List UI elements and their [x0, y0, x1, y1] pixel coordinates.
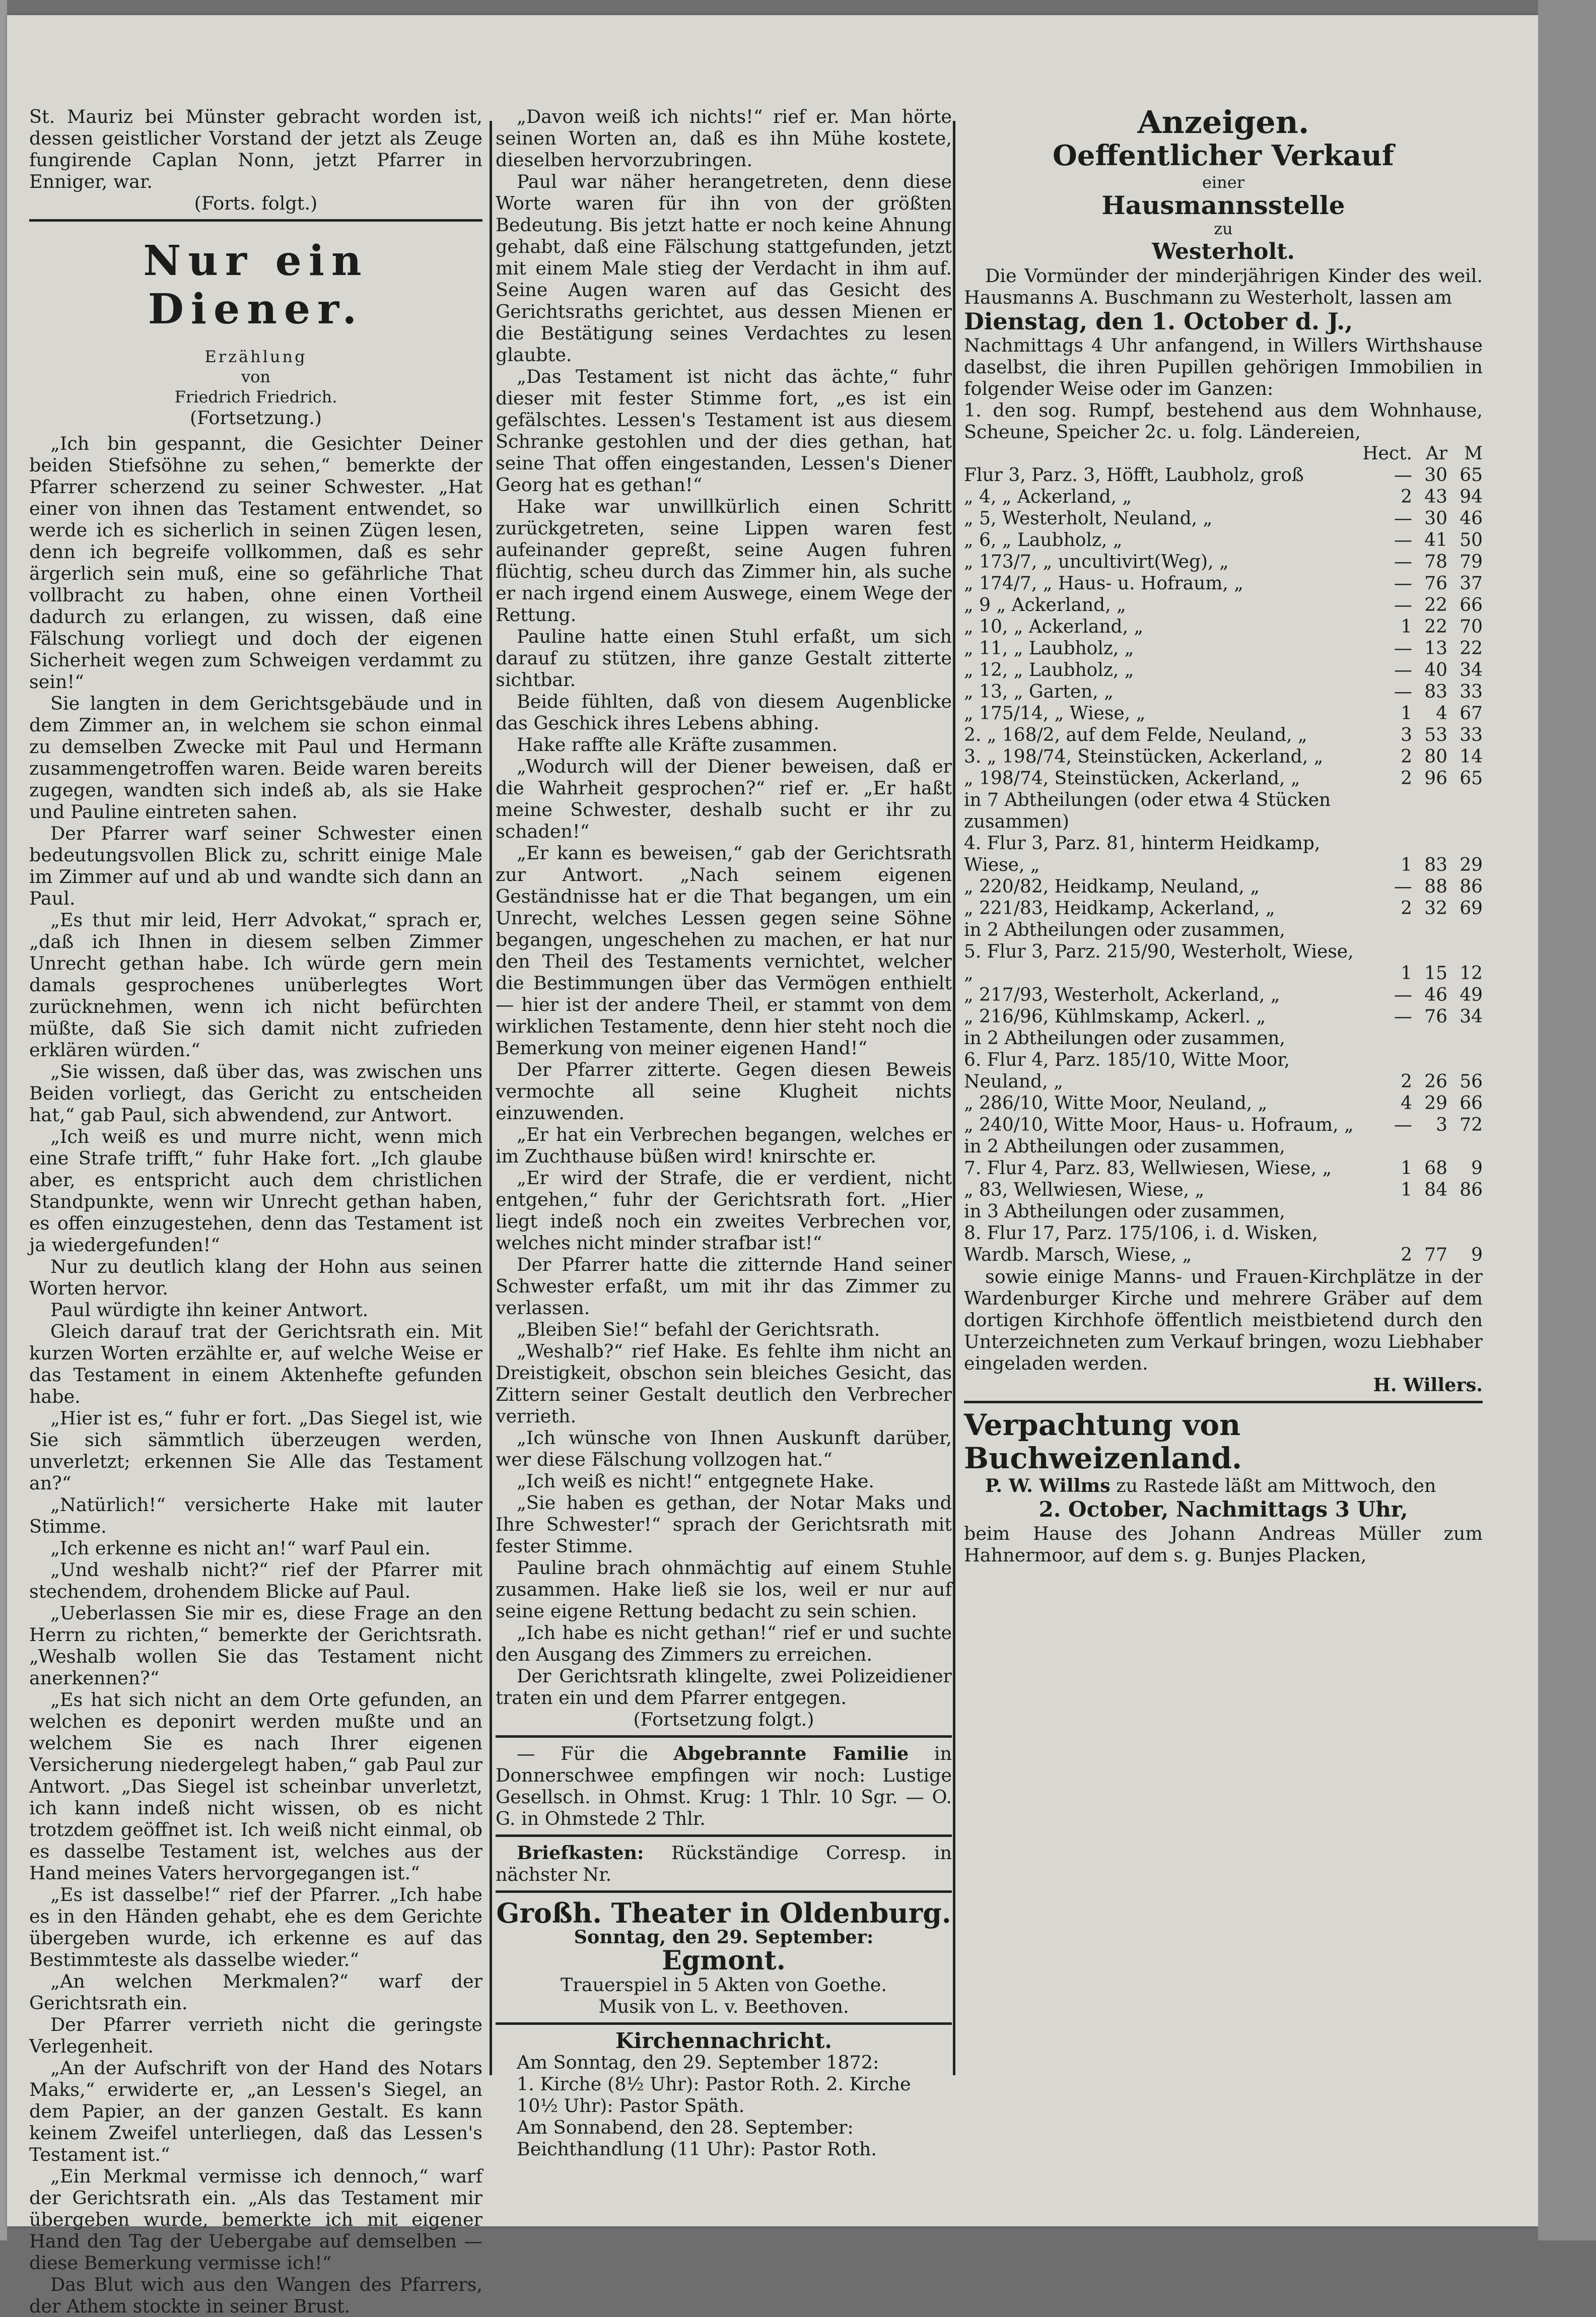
- land-cell-m: 86: [1460, 876, 1483, 897]
- pacht-date: 2. October, Nachmittags 3 Uhr,: [1038, 1497, 1408, 1522]
- divider: [29, 219, 482, 222]
- land-cell-a: 43: [1424, 487, 1447, 507]
- land-cell-desc: 6. Flur 4, Parz. 185/10, Witte Moor, Neuland, „: [964, 1050, 1290, 1092]
- paragraph: „Und weshalb nicht?“ rief der Pfarrer mit stechendem, drohendem Blicke auf Paul.: [29, 1559, 482, 1602]
- land-cell-m: [1447, 1028, 1483, 1049]
- einer: einer: [1202, 173, 1244, 192]
- theater-desc2: Musik von L. v. Beethoven.: [598, 1996, 849, 2017]
- land-cell-a: 76: [1424, 1006, 1447, 1027]
- land-cell-desc: „ 12, „ Laubholz, „: [964, 660, 1134, 680]
- land-cell-m: 14: [1460, 746, 1483, 767]
- land-cell-h: [1362, 1136, 1412, 1157]
- land-cell-desc: in 2 Abtheilungen oder zusammen,: [964, 920, 1285, 940]
- land-cell-desc: „ 9 „ Ackerland, „: [964, 595, 1126, 616]
- unit-ar: Ar: [1425, 443, 1447, 464]
- land-row: [964, 746, 1483, 768]
- land-cell-a: 96: [1424, 768, 1447, 789]
- place: Westerholt.: [1152, 239, 1295, 264]
- verkauf-sign: H. Willers.: [1373, 1374, 1483, 1396]
- notice-rest: in Donnerschwee empfingen wir noch: Lustige Gesellsch. in Ohmst. Krug: 1 Thlr. 10 Sgr. — O. G. in Ohmstede 2 Thlr.: [496, 1743, 952, 1829]
- story-von: von: [241, 367, 270, 386]
- theater-title: Großh. Theater in Oldenburg.: [496, 1897, 951, 1929]
- unit-m: M: [1464, 443, 1483, 464]
- paragraph: Das Blut wich aus den Wangen des Pfarrers, der Athem stockte in seiner Brust.: [29, 2274, 482, 2317]
- column-rule-1: [490, 121, 492, 2075]
- paragraph: Sie langten in dem Gerichtsgebäude und in dem Zimmer an, in welchem sie schon einmal zu demselben Zwecke mit Paul und Hermann zusammengetroffen waren. Beide waren bereits zugegen, wandten sich indeß ab, als sie Hake und Pauline eintreten sahen.: [29, 693, 482, 823]
- land-cell-desc: „ 13, „ Garten, „: [964, 682, 1114, 702]
- theater-desc1: Trauerspiel in 5 Akten von Goethe.: [560, 1974, 887, 1996]
- story-title: Nur ein Diener.: [143, 237, 369, 333]
- paragraph: „Sie wissen, daß über das, was zwischen uns Beiden vorliegt, das Gericht zu entscheiden hat,“ gab Paul, sich abwendend, zur Antwort.: [29, 1061, 482, 1126]
- land-cell-m: 65: [1460, 465, 1483, 486]
- land-cell-m: 86: [1460, 1180, 1483, 1200]
- land-cell-a: 53: [1424, 725, 1447, 745]
- land-cell-a: 84: [1424, 1180, 1447, 1200]
- land-row: [964, 551, 1483, 573]
- briefkasten: [496, 1842, 952, 1885]
- paragraph: „Er wird der Strafe, die er verdient, nicht entgehen,“ fuhr der Gerichtsrath fort. „Hier liegt indeß noch ein zweites Verbrechen vor, welches nicht minder strafbar ist!“: [496, 1167, 952, 1254]
- paragraph: „Er kann es beweisen,“ gab der Gerichtsrath zur Antwort. „Nach seinem eigenen Geständnisse hat er die That begangen, um ein Unrecht, welches Lessen gegen seine Söhne begangen, ungeschehen zu machen, er hat nur den Theil des Testaments vernichtet, welcher die Bestimmungen über das Vermögen enthielt — hier ist der andere Theil, er stammt von dem wirklichen Testamente, denn hier steht noch die Bemerkung von meiner eigenen Hand!“: [496, 842, 952, 1059]
- land-cell-desc: „ 216/96, Kühlmskamp, Ackerl. „: [964, 1006, 1266, 1027]
- left-strip: [0, 0, 7, 2240]
- land-cell-a: 68: [1424, 1158, 1447, 1179]
- divider: [496, 1890, 952, 1893]
- verkauf-closing: sowie einige Manns- und Frauen-Kirchplätze in der Wardenburger Kirche und mehrere Gräber auf dem dortigen Kirchhofe öffentlich meistbietend durch den Unterzeichneten zum Verkauf bringen, wozu Liebhaber eingeladen werden.: [964, 1266, 1483, 1374]
- kirche-line: Am Sonntag, den 29. September 1872:: [517, 2052, 879, 2073]
- verkauf-intro: Die Vormünder der minderjährigen Kinder des weil. Hausmanns A. Buschmann zu Westerholt, lassen am: [964, 265, 1483, 308]
- land-cell-m: 12: [1460, 963, 1483, 984]
- paragraph: „Ein Merkmal vermisse ich dennoch,“ warf der Gerichtsrath ein. „Als das Testament mir übergeben wurde, bemerkte ich mit eigener Hand den Tag der Uebergabe auf demselben — diese Bemerkung vermisse ich!“: [29, 2165, 482, 2274]
- paragraph: Pauline brach ohnmächtig auf einem Stuhle zusammen. Hake ließ sie los, weil er nur auf seine eigene Rettung bedacht zu sein schien.: [496, 1557, 952, 1622]
- paragraph: „Ich weiß es und murre nicht, wenn mich eine Strafe trifft,“ fuhr Hake fort. „Ich glaube aber, es entspricht auch dem christlichen Standpunkte, wenn wir Unrecht gethan haben, es offen einzugestehen, denn das Testament ist ja wiedergefunden!“: [29, 1126, 482, 1256]
- land-cell-desc: „ 83, Wellwiesen, Wiese, „: [964, 1180, 1205, 1200]
- paragraph: Paul war näher herangetreten, denn diese Worte waren für ihn von der größten Bedeutung. Bis jetzt hatte er noch keine Ahnung gehabt, daß eine Fälschung stattgefunden, jetzt mit einem Male stieg der Verdacht in ihm auf. Seine Augen waren auf das Gesicht des Gerichtsraths gerichtet, aus dessen Mienen er die Bestätigung seines Verdachtes zu lesen glaubte.: [496, 171, 952, 366]
- pacht-text: zu Rastede läßt am Mittwoch, den: [1116, 1475, 1436, 1496]
- land-cell-desc: „ 198/74, Steinstücken, Ackerland, „: [964, 768, 1300, 789]
- paragraph: „Das Testament ist nicht das ächte,“ fuhr dieser mit fester Stimme fort, „es ist ein gefälschtes. Lessen's Testament ist aus diesem Schranke gestohlen und der dies gethan, hat seine That offen eingestanden, Lessen's Diener Georg hat es gethan!“: [496, 366, 952, 496]
- land-cell-a: 40: [1424, 660, 1447, 680]
- paragraph: „Bleiben Sie!“ befahl der Gerichtsrath.: [517, 1319, 880, 1340]
- paragraph: „Wodurch will der Diener beweisen, daß er die Wahrheit gesprochen?“ rief er. „Er haßt meine Schwester, deshalb sucht er ihr zu schaden!“: [496, 756, 952, 842]
- land-row: [964, 1201, 1483, 1222]
- pacht-name: P. W. Willms: [985, 1475, 1111, 1496]
- paragraph: Hake war unwillkürlich einen Schritt zurückgetreten, seine Lippen waren fest aufeinander gepreßt, seine Augen fuhren flüchtig, scheu durch das Zimmer hin, als suche er nach irgend einem Auswege, einem Wege der Rettung.: [496, 496, 952, 626]
- kirche-lines: [496, 2052, 952, 2160]
- notice-bold: Abgebrannte Familie: [673, 1743, 909, 1764]
- land-cell-h: 3: [1401, 725, 1412, 745]
- land-row: [964, 594, 1483, 616]
- land-cell-h: —: [1394, 682, 1412, 702]
- land-row: [964, 1157, 1483, 1179]
- land-row: [964, 919, 1483, 941]
- column-1: [29, 106, 482, 2317]
- land-cell-m: 22: [1460, 638, 1483, 659]
- land-row: [964, 1049, 1483, 1093]
- paragraph: „Es ist dasselbe!“ rief der Pfarrer. „Ich habe es in den Händen gehabt, ehe es dem Gerichte übergeben wurde, ich erkenne es auf das Bestimmteste als dasselbe wieder.“: [29, 1884, 482, 1970]
- land-cell-h: 2: [1401, 1071, 1412, 1092]
- land-row: [964, 833, 1483, 876]
- land-cell-m: 56: [1460, 1071, 1483, 1092]
- land-cell-m: 69: [1460, 898, 1483, 919]
- land-cell-h: 2: [1401, 487, 1412, 507]
- land-cell-a: 80: [1424, 746, 1447, 767]
- land-cell-h: 1: [1401, 1180, 1412, 1200]
- land-cell-h: 1: [1401, 617, 1412, 637]
- land-cell-desc: „ 11, „ Laubholz, „: [964, 638, 1134, 659]
- pacht-line1: [964, 1475, 1483, 1496]
- land-cell-m: 50: [1460, 530, 1483, 551]
- land-cell-a: [1412, 919, 1447, 941]
- paragraph: Paul würdigte ihn keiner Antwort.: [50, 1299, 369, 1321]
- land-row: [964, 703, 1483, 724]
- land-cell-m: 66: [1460, 595, 1483, 616]
- land-cell-desc: „ 174/7, „ Haus- u. Hofraum, „: [964, 573, 1243, 594]
- paragraph: „Ich bin gespannt, die Gesichter Deiner beiden Stiefsöhne zu sehen,“ bemerkte der Pfarrer scherzend zu seiner Schwester. „Hat einer von ihnen das Testament entwendet, so werde ich es sicherlich in seinen Zügen lesen, denn ich begreife vollkommen, daß es sehr ärgerlich sein muß, eine so gefährliche That vollbracht zu haben, ohne einen Vortheil dadurch zu erlangen, zu wissen, daß eine Fälschung vorliegt und doch der eigenen Sicherheit wegen zum Schweigen verdammt zu sein!“: [29, 433, 482, 693]
- land-row: [964, 1093, 1483, 1114]
- land-cell-a: [1412, 789, 1447, 833]
- land-cell-m: 37: [1460, 573, 1483, 594]
- land-row: [964, 898, 1483, 919]
- land-cell-h: 2: [1401, 746, 1412, 767]
- kirche-line: 10½ Uhr): Pastor Späth.: [517, 2095, 745, 2117]
- land-row: [964, 681, 1483, 703]
- land-cell-desc: in 3 Abtheilungen oder zusammen,: [964, 1201, 1285, 1222]
- land-cell-a: 32: [1424, 898, 1447, 919]
- land-row: [964, 1179, 1483, 1201]
- land-cell-h: —: [1394, 530, 1412, 551]
- divider: [496, 1834, 952, 1837]
- paragraph: „Ich wünsche von Ihnen Auskunft darüber, wer diese Fälschung vollzogen hat.“: [496, 1427, 952, 1470]
- land-cell-a: 77: [1424, 1245, 1447, 1265]
- land-cell-desc: „ 217/93, Westerholt, Ackerland, „: [964, 985, 1280, 1005]
- story-author: Friedrich Friedrich.: [174, 387, 337, 406]
- land-cell-h: 1: [1401, 855, 1412, 875]
- paragraph: Der Gerichtsrath klingelte, zwei Polizeidiener traten ein und dem Pfarrer entgegen.: [496, 1665, 952, 1709]
- paragraph: Beide fühlten, daß von diesem Augenblicke das Geschick ihres Lebens abhing.: [496, 691, 952, 734]
- land-cell-m: 94: [1460, 487, 1483, 507]
- paragraph: Gleich darauf trat der Gerichtsrath ein. Mit kurzen Worten erzählte er, auf welche Weise er das Testament in einem Aktenhefte gefunden habe.: [29, 1321, 482, 1407]
- land-cell-h: —: [1394, 876, 1412, 897]
- land-cell-desc: in 2 Abtheilungen oder zusammen,: [964, 1136, 1285, 1157]
- column-3: [964, 106, 1483, 2176]
- land-cell-desc: 5. Flur 3, Parz. 215/90, Westerholt, Wiese, „: [964, 941, 1354, 984]
- paragraph: Pauline hatte einen Stuhl erfaßt, um sich darauf zu stützen, ihre ganze Gestalt zitterte sichtbar.: [496, 626, 952, 691]
- land-cell-desc: „ 221/83, Heidkamp, Ackerland, „: [964, 898, 1275, 919]
- land-cell-desc: „ 240/10, Witte Moor, Haus- u. Hofraum, „: [964, 1115, 1354, 1135]
- divider: [496, 1735, 952, 1738]
- paragraph: Hake raffte alle Kräfte zusammen.: [517, 734, 838, 756]
- land-cell-desc: in 7 Abtheilungen (oder etwa 4 Stücken zusammen): [964, 790, 1331, 832]
- paragraph: „An der Aufschrift von der Hand des Notars Maks,“ erwiderte er, „an Lessen's Siegel, an dem Papier, an der ganzen Gestalt. Es kann keinem Zweifel unterliegen, daß das Lessen's Testament ist.“: [29, 2057, 482, 2165]
- land-cell-a: 83: [1424, 682, 1447, 702]
- land-row: [964, 1114, 1483, 1136]
- land-cell-h: 1: [1401, 703, 1412, 724]
- land-cell-h: [1362, 919, 1412, 941]
- land-cell-h: —: [1394, 660, 1412, 680]
- land-cell-m: 34: [1460, 1006, 1483, 1027]
- land-cell-desc: Flur 3, Parz. 3, Höfft, Laubholz, groß: [964, 465, 1304, 486]
- land-cell-h: 2: [1401, 768, 1412, 789]
- land-cell-h: —: [1394, 638, 1412, 659]
- paragraph: „Weshalb?“ rief Hake. Es fehlte ihm nicht an Dreistigkeit, obschon sein bleiches Gesicht, das Zittern seiner Gestalt deutlich den Verbrecher verrieth.: [496, 1340, 952, 1427]
- land-cell-m: 79: [1460, 552, 1483, 572]
- paragraph: „An welchen Merkmalen?“ warf der Gerichtsrath ein.: [29, 1970, 482, 2014]
- land-table: [964, 443, 1483, 1266]
- land-cell-a: 83: [1424, 855, 1447, 875]
- land-cell-h: —: [1394, 552, 1412, 572]
- pacht-line2: beim Hause des Johann Andreas Müller zum Hahnermoor, auf dem s. g. Bunjes Placken,: [964, 1523, 1483, 1566]
- story-body: [29, 433, 482, 2317]
- land-cell-h: —: [1394, 985, 1412, 1005]
- land-cell-m: 9: [1471, 1158, 1483, 1179]
- land-cell-h: —: [1394, 1006, 1412, 1027]
- land-row: [964, 486, 1483, 508]
- kirche-line: Am Sonnabend, den 28. September:: [517, 2117, 854, 2138]
- land-cell-h: 1: [1401, 1158, 1412, 1179]
- land-cell-a: 46: [1424, 985, 1447, 1005]
- paragraph: Der Pfarrer zitterte. Gegen diesen Beweis vermochte all seine Klugheit nichts einzuwenden.: [496, 1059, 952, 1124]
- brief-rest: Rückständige Corresp. in nächster Nr.: [496, 1842, 952, 1885]
- verkauf-title: Oeffentlicher Verkauf: [1053, 139, 1394, 172]
- land-cell-m: [1447, 789, 1483, 833]
- land-cell-m: 65: [1460, 768, 1483, 789]
- land-cell-a: 22: [1424, 617, 1447, 637]
- land-cell-a: 29: [1424, 1093, 1447, 1114]
- forts-note: (Forts. folgt.): [194, 192, 318, 214]
- column-2: [496, 106, 952, 2176]
- paragraph: „Ueberlassen Sie mir es, diese Frage an den Herrn zu richten,“ bemerkte der Gerichtsrath. „Weshalb wollen Sie das Testament nicht anerkennen?“: [29, 1602, 482, 1689]
- land-cell-m: 33: [1460, 682, 1483, 702]
- land-cell-m: 49: [1460, 985, 1483, 1005]
- land-cell-m: 46: [1460, 508, 1483, 529]
- theater-date: Sonntag, den 29. September:: [574, 1926, 874, 1948]
- land-row: [964, 659, 1483, 681]
- land-cell-desc: 2. „ 168/2, auf dem Felde, Neuland, „: [964, 725, 1307, 745]
- land-cell-desc: 3. „ 198/74, Steinstücken, Ackerland, „: [964, 746, 1324, 767]
- land-cell-a: 4: [1436, 703, 1447, 724]
- land-cell-a: 13: [1424, 638, 1447, 659]
- land-row: [964, 1006, 1483, 1028]
- land-cell-h: —: [1394, 508, 1412, 529]
- land-cell-m: [1447, 919, 1483, 941]
- paragraph: Der Pfarrer verrieth nicht die geringste Verlegenheit.: [29, 2014, 482, 2057]
- land-cell-m: 9: [1471, 1245, 1483, 1265]
- land-cell-m: 70: [1460, 617, 1483, 637]
- hausmann: Hausmannsstelle: [1101, 190, 1345, 220]
- land-cell-m: 34: [1460, 660, 1483, 680]
- land-row: [964, 941, 1483, 984]
- verkauf-date: Dienstag, den 1. October d. J.,: [964, 308, 1353, 335]
- land-row: [964, 508, 1483, 529]
- land-cell-a: 76: [1424, 573, 1447, 594]
- paragraph: Der Pfarrer hatte die zitternde Hand seiner Schwester erfaßt, um mit ihr das Zimmer zu verlassen.: [496, 1254, 952, 1319]
- land-row: [964, 724, 1483, 746]
- right-edge: [1538, 0, 1596, 2240]
- land-cell-desc: „ 173/7, „ uncultivirt(Weg), „: [964, 552, 1229, 572]
- land-cell-h: —: [1394, 465, 1412, 486]
- anz-title: Anzeigen.: [1137, 104, 1309, 141]
- land-row: [964, 876, 1483, 898]
- zu: zu: [1214, 219, 1233, 238]
- land-cell-a: 3: [1436, 1115, 1447, 1135]
- intro-text: St. Mauriz bei Münster gebracht worden ist, dessen geistlicher Vorstand der jetzt als Zeuge fungirende Caplan Nonn, jetzt Pfarrer in Enniger, war.: [29, 106, 482, 192]
- kirche-title: Kirchennachricht.: [615, 2028, 832, 2053]
- land-table-header: [964, 443, 1483, 464]
- paragraph: „Ich erkenne es nicht an!“ warf Paul ein.: [50, 1537, 431, 1559]
- kirche-line: Beichthandlung (11 Uhr): Pastor Roth.: [517, 2138, 877, 2160]
- item-1: 1. den sog. Rumpf, bestehend aus dem Wohnhause, Scheune, Speicher 2c. u. folg. Ländereien,: [964, 399, 1483, 443]
- paragraph: „Davon weiß ich nichts!“ rief er. Man hörte seinen Worten an, daß es ihn Mühe kostete, dieselben hervorzubringen.: [496, 106, 952, 171]
- land-cell-a: 30: [1424, 465, 1447, 486]
- land-cell-m: [1447, 1136, 1483, 1157]
- land-cell-desc: „ 5, Westerholt, Neuland, „: [964, 508, 1213, 529]
- land-cell-m: 29: [1460, 855, 1483, 875]
- paragraph: „Ich weiß es nicht!“ entgegnete Hake.: [517, 1470, 875, 1492]
- land-cell-h: 2: [1401, 898, 1412, 919]
- land-cell-a: 78: [1424, 552, 1447, 572]
- land-row: [964, 638, 1483, 659]
- paragraph: „Es hat sich nicht an dem Orte gefunden, an welchen es deponirt werden mußte und an welchem Sie es nach Ihrer eigenen Versicherung niedergelegt haben,“ gab Paul zur Antwort. „Das Siegel ist scheinbar unverletzt, ich kann indeß nicht wissen, ob es nicht trotzdem geöffnet ist. Ich weiß nicht einmal, ob es dasselbe Testament ist, welches aus der Hand meines Vaters hervorgegangen ist.“: [29, 1689, 482, 1884]
- paragraph: „Es thut mir leid, Herr Advokat,“ sprach er, „daß ich Ihnen in diesem selben Zimmer Unrecht gethan habe. Ich würde gern mein damals gesprochenes unüberlegtes Wort zurücknehmen, wenn ich nicht befürchten müßte, daß Sie sich damit nicht zufrieden erklären würden.“: [29, 909, 482, 1061]
- land-cell-h: —: [1394, 573, 1412, 594]
- land-cell-desc: „ 175/14, „ Wiese, „: [964, 703, 1146, 724]
- land-cell-m: 67: [1460, 703, 1483, 724]
- land-row: [964, 464, 1483, 486]
- land-cell-m: 33: [1460, 725, 1483, 745]
- land-cell-desc: „ 10, „ Ackerland, „: [964, 617, 1144, 637]
- newspaper-page: [7, 15, 1538, 2317]
- land-cell-desc: 8. Flur 17, Parz. 175/106, i. d. Wisken, Wardb. Marsch, Wiese, „: [964, 1223, 1318, 1265]
- notice: [496, 1743, 952, 1829]
- land-cell-h: 2: [1401, 1245, 1412, 1265]
- story-body-cont: [496, 106, 952, 1709]
- paragraph: „Sie haben es gethan, der Notar Maks und Ihre Schwester!“ sprach der Gerichtsrath mit fester Stimme.: [496, 1492, 952, 1557]
- land-row: [964, 573, 1483, 594]
- paragraph: „Er hat ein Verbrechen begangen, welches er im Zuchthause büßen wird! knirschte er.: [496, 1124, 952, 1167]
- land-cell-m: 66: [1460, 1093, 1483, 1114]
- story-cont: (Fortsetzung.): [189, 407, 322, 429]
- land-row: [964, 1028, 1483, 1049]
- land-cell-a: 88: [1424, 876, 1447, 897]
- land-cell-desc: „ 4, „ Ackerland, „: [964, 487, 1132, 507]
- land-cell-h: 4: [1401, 1093, 1412, 1114]
- land-cell-desc: 4. Flur 3, Parz. 81, hinterm Heidkamp, Wiese, „: [964, 833, 1321, 875]
- land-cell-h: —: [1394, 1115, 1412, 1135]
- land-cell-m: 72: [1460, 1115, 1483, 1135]
- verkauf-intro2: Nachmittags 4 Uhr anfangend, in Willers Wirthshause daselbst, die ihren Pupillen gehörigen Immobilien in folgender Weise oder im Ganzen:: [964, 334, 1483, 399]
- paragraph: Nur zu deutlich klang der Hohn aus seinen Worten hervor.: [29, 1256, 482, 1299]
- land-cell-h: [1362, 1201, 1412, 1222]
- kirche-line: 1. Kirche (8½ Uhr): Pastor Roth. 2. Kirche: [517, 2073, 911, 2095]
- land-row: [964, 768, 1483, 789]
- paragraph: „Ich habe es nicht gethan!“ rief er und suchte den Ausgang des Zimmers zu erreichen.: [496, 1622, 952, 1665]
- land-cell-m: [1447, 1201, 1483, 1222]
- brief-bold: Briefkasten:: [517, 1842, 644, 1864]
- column-rule-2: [953, 121, 955, 2075]
- land-cell-desc: „ 286/10, Witte Moor, Neuland, „: [964, 1093, 1268, 1114]
- land-cell-desc: „ 220/82, Heidkamp, Neuland, „: [964, 876, 1260, 897]
- land-row: [964, 1136, 1483, 1157]
- land-cell-h: 1: [1401, 963, 1412, 984]
- land-row: [964, 1222, 1483, 1266]
- land-cell-a: 41: [1424, 530, 1447, 551]
- land-row: [964, 789, 1483, 833]
- unit-hect: Hect.: [1362, 443, 1412, 464]
- paragraph: „Natürlich!“ versicherte Hake mit lauter Stimme.: [29, 1494, 482, 1537]
- land-cell-h: [1362, 1028, 1412, 1049]
- land-cell-desc: in 2 Abtheilungen oder zusammen,: [964, 1028, 1285, 1049]
- land-row: [964, 984, 1483, 1006]
- pacht-title: Verpachtung von Buchweizenland.: [964, 1408, 1242, 1475]
- land-cell-a: 26: [1424, 1071, 1447, 1092]
- land-cell-h: [1362, 789, 1412, 833]
- land-cell-a: [1412, 1136, 1447, 1157]
- land-cell-a: [1412, 1201, 1447, 1222]
- land-cell-h: —: [1394, 595, 1412, 616]
- divider: [964, 1401, 1483, 1403]
- land-cell-desc: „ 6, „ Laubholz, „: [964, 530, 1123, 551]
- land-row: [964, 616, 1483, 638]
- notice-dash: — Für die: [517, 1743, 648, 1764]
- story-genre: Erzählung: [204, 347, 307, 366]
- forts-note-2: (Fortsetzung folgt.): [633, 1709, 814, 1730]
- land-cell-a: 30: [1424, 508, 1447, 529]
- land-cell-a: [1412, 1028, 1447, 1049]
- land-cell-a: 22: [1424, 595, 1447, 616]
- paragraph: Der Pfarrer warf seiner Schwester einen bedeutungsvollen Blick zu, schritt einige Male im Zimmer auf und ab und wandte sich dann an Paul.: [29, 823, 482, 909]
- land-cell-desc: 7. Flur 4, Parz. 83, Wellwiesen, Wiese, „: [964, 1158, 1332, 1179]
- divider: [496, 2022, 952, 2025]
- theater-play: Egmont.: [662, 1945, 786, 1976]
- land-row: [964, 529, 1483, 551]
- land-cell-a: 15: [1424, 963, 1447, 984]
- paragraph: „Hier ist es,“ fuhr er fort. „Das Siegel ist, wie Sie sich sämmtlich überzeugen werden, unverletzt; erkennen Sie Alle das Testament an?“: [29, 1407, 482, 1494]
